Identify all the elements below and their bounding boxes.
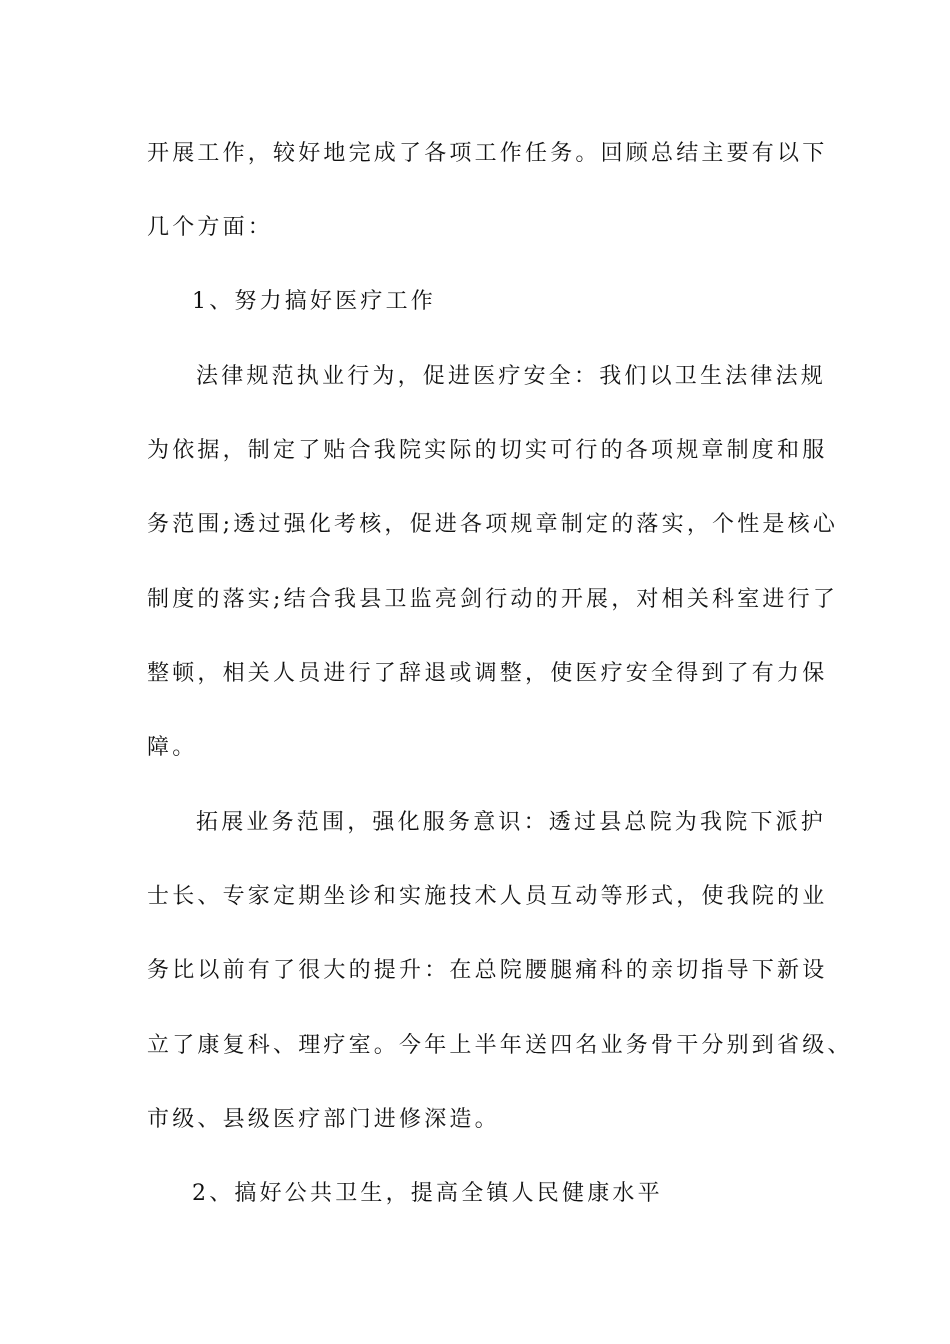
paragraph-line: 立了康复科、理疗室。今年上半年送四名业务骨干分别到省级、: [147, 1033, 853, 1058]
paragraph-line: 障。: [147, 735, 198, 760]
paragraph-line: 务范围;透过强化考核，促进各项规章制定的落实，个性是核心: [147, 512, 839, 537]
paragraph-line: 制度的落实;结合我县卫监亮剑行动的开展，对相关科室进行了: [147, 587, 839, 612]
paragraph-line: 务比以前有了很大的提升：在总院腰腿痛科的亲切指导下新设: [147, 958, 828, 983]
section-heading: 2、搞好公共卫生，提高全镇人民健康水平: [192, 1181, 663, 1206]
paragraph-line: 拓展业务范围，强化服务意识：透过县总院为我院下派护: [196, 810, 827, 835]
paragraph-line: 为依据，制定了贴合我院实际的切实可行的各项规章制度和服: [147, 438, 828, 463]
section-heading: 1、努力搞好医疗工作: [192, 289, 436, 314]
paragraph-line: 市级、县级医疗部门进修深造。: [147, 1107, 500, 1132]
paragraph-line: 开展工作，较好地完成了各项工作任务。回顾总结主要有以下: [147, 141, 828, 166]
paragraph-line: 法律规范执业行为，促进医疗安全：我们以卫生法律法规: [196, 364, 827, 389]
paragraph-line: 士长、专家定期坐诊和实施技术人员互动等形式，使我院的业: [147, 884, 828, 909]
paragraph-line: 几个方面：: [147, 215, 274, 240]
paragraph-line: 整顿，相关人员进行了辞退或调整，使医疗安全得到了有力保: [147, 661, 828, 686]
